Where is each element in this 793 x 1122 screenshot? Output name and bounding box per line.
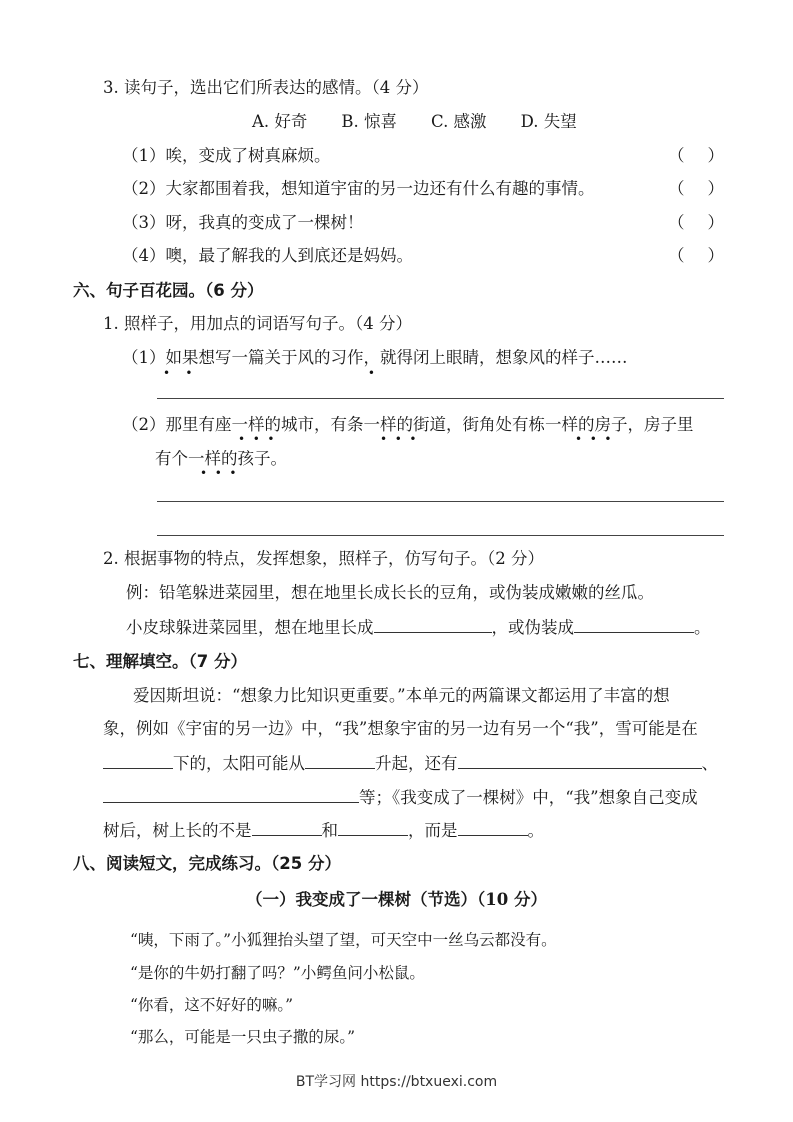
s6-q2-prompt: [126, 616, 711, 639]
s6-q1-item-2-line-1: （2）那里有座一样的城市，有条一样的街道，街角处有栋一样的房子，房子里: [122, 415, 694, 434]
passage-line-4: “那么，可能是一只虫子撒的尿。”: [130, 1028, 356, 1046]
passage-line-1: “咦，下雨了。”小狐狸抬头望了望，可天空中一丝乌云都没有。: [130, 931, 557, 949]
s7-line-3: 下的，太阳可能从 升起，还有 、: [103, 752, 718, 775]
s6-q1-item-2-line-2: 有个一样的孩子。: [155, 449, 287, 468]
s6-q1-title: 1. 照样子，用加点的词语写句子。（4 分）: [103, 314, 412, 333]
s6-q2-title: 2. 根据事物的特点，发挥想象，照样子，仿写句子。（2 分）: [103, 549, 544, 568]
footer-watermark: BT学习网 https://btxuexi.com: [295, 1074, 498, 1090]
s7-line-2: 象，例如《宇宙的另一边》中，“我”想象宇宙的另一边有另一个“我”，雪可能是在: [103, 719, 698, 738]
s7-line-5: 树后，树上长的不是 和 ，而是 。: [103, 821, 544, 840]
fill-blank-5[interactable]: [458, 752, 702, 769]
fill-blank-1[interactable]: [374, 616, 492, 633]
q3-item-2: （2）大家都围着我，想知道宇宙的另一边还有什么有趣的事情。: [122, 179, 595, 198]
s6-q2-part-1: 小皮球躲进菜园里，想在地里长成: [126, 618, 374, 637]
q3-item-4: （4）噢，最了解我的人到底还是妈妈。: [122, 246, 413, 265]
emphasis-dots-1: • • •: [163, 366, 375, 380]
fill-blank-9[interactable]: [458, 819, 528, 836]
section-8-title: 八、阅读短文，完成练习。（25 分）: [73, 854, 341, 873]
passage-line-3: “你看，这不好好的嘛。”: [130, 996, 294, 1014]
answer-paren-1[interactable]: （ ）: [668, 146, 724, 165]
fill-blank-4[interactable]: [305, 752, 375, 769]
option-d: D. 失望: [520, 112, 577, 131]
fill-blank-3[interactable]: [103, 752, 173, 769]
passage-line-2: “是你的牛奶打翻了吗？”小鳄鱼问小松鼠。: [130, 964, 425, 982]
s7-line-1: 爱因斯坦说：“想象力比知识更重要。”本单元的两篇课文都运用了丰富的想: [133, 686, 670, 705]
answer-paren-3[interactable]: （ ）: [668, 213, 724, 232]
section-7-title: 七、理解填空。（7 分）: [73, 652, 247, 671]
section-6-title: 六、句子百花园。（6 分）: [73, 281, 264, 300]
option-b: B. 惊喜: [341, 112, 398, 131]
emphasis-dots-2: • • •: [238, 432, 275, 446]
s6-q1-item-1: （1）如果想写一篇关于风的习作，就得闭上眼睛，想象风的样子……: [122, 348, 628, 367]
fill-blank-7[interactable]: [252, 819, 322, 836]
answer-line-2[interactable]: [157, 501, 724, 502]
answer-paren-4[interactable]: （ ）: [668, 246, 724, 265]
answer-line-3[interactable]: [157, 535, 724, 536]
q3-title: 3. 读句子，选出它们所表达的感情。（4 分）: [103, 78, 429, 97]
emphasis-dots-4: • • •: [575, 432, 612, 446]
s6-q2-part-3: 。: [694, 618, 711, 637]
fill-blank-2[interactable]: [574, 616, 694, 633]
option-c: C. 感激: [431, 112, 487, 131]
passage-title: （一）我变成了一棵树（节选）（10 分）: [246, 890, 547, 909]
emphasis-dots-3: • • •: [380, 432, 417, 446]
s7-line-4: 等；《我变成了一棵树》中，“我”想象自己变成: [103, 786, 698, 809]
s6-q2-example: 例：铅笔躲进菜园里，想在地里长成长长的豆角，或伪装成嫩嫩的丝瓜。: [126, 583, 654, 602]
q3-item-1: （1）唉，变成了树真麻烦。: [122, 146, 331, 165]
fill-blank-6[interactable]: [103, 786, 359, 803]
emphasis-dots-5: • • •: [200, 466, 237, 480]
answer-line-1[interactable]: [157, 398, 724, 399]
q3-options: [252, 111, 577, 133]
fill-blank-8[interactable]: [338, 819, 408, 836]
answer-paren-2[interactable]: （ ）: [668, 179, 724, 198]
option-a: A. 好奇: [252, 112, 308, 131]
s6-q2-part-2: ，或伪装成: [491, 618, 574, 637]
q3-item-3: （3）呀，我真的变成了一棵树！: [122, 213, 364, 232]
